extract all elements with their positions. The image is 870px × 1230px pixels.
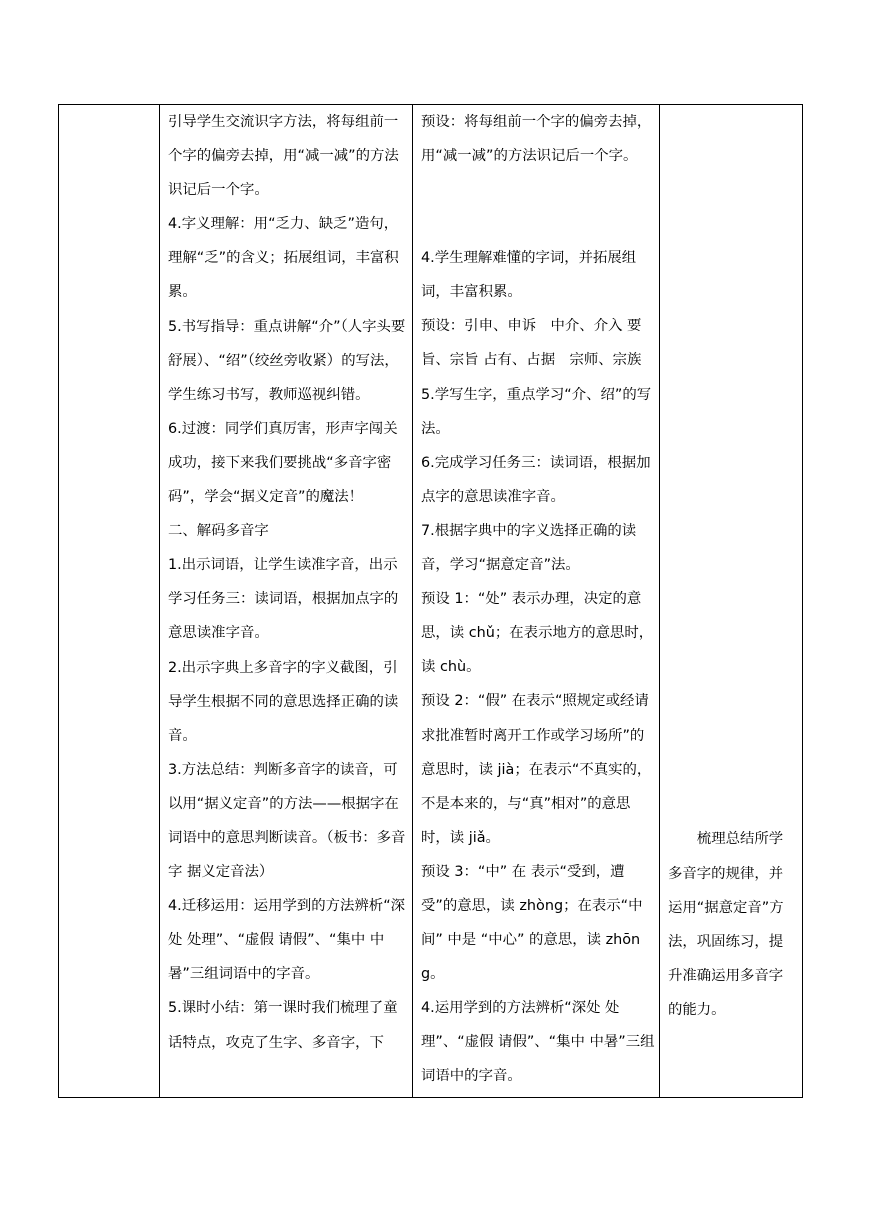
student-text-3: 预设：引申、申诉 中介、介入 要旨、宗旨 占有、占据 宗师、宗族 (421, 318, 642, 369)
teacher-text-7: 3.方法总结：判断多音字的读音，可以用“据义定音”的方法——根据字在词语中的意思判断读音。（板书：多音字 据义定音法） (168, 761, 406, 881)
section-heading: 二、解码多音字 (168, 523, 269, 540)
teacher-text-1: 引导学生交流识字方法，将每组前一个字的偏旁去掉，用“减一减”的方法识记后一个字。 (168, 114, 399, 199)
student-text-5: 6.完成学习任务三：读词语，根据加点字的意思读准字音。 (421, 454, 651, 505)
teacher-text-2: 4.字义理解：用“乏力、缺乏”造句，理解“乏”的含义；拓展组词，丰富积累。 (168, 216, 399, 301)
teacher-text-9: 5.课时小结：第一课时我们梳理了童话特点，攻克了生字、多音字，下 (168, 1000, 398, 1051)
design-intent-cell (660, 105, 803, 1098)
teacher-text-4: 6.过渡：同学们真厉害，形声字闯关成功，接下来我们要挑战“多音字密码”，学会“据义定音”的魔法！ (168, 420, 398, 506)
teacher-activity-cell (160, 105, 413, 1098)
student-text-4: 5.学写生字，重点学习“介、绍”的写法。 (421, 386, 652, 437)
lesson-plan-table (58, 104, 803, 1098)
student-text-9: 预设 3：“中” 在 表示“受到，遭受”的意思，读 zhòng；在表示“中间” 中是 “中心” 的意思，读 zhōng。 (421, 863, 643, 983)
student-text-8: 预设 2：“假” 在表示“照规定或经请求批准暂时离开工作或学习场所”的意思时，读 jià；在表示“不真实的，不是本来的，与“真”相对”的意思时，读 jiǎ。 (421, 693, 652, 846)
student-text-2: 4.学生理解难懂的字词，并拓展组词，丰富积累。 (421, 250, 637, 301)
table-row (59, 105, 803, 1098)
student-text-6: 7.根据字典中的字义选择正确的读音，学习“据意定音”法。 (421, 522, 637, 574)
design-intent-text: 梳理总结所学多音字的规律，并运用“据意定音”方法，巩固练习，提升准确运用多音字的能力。 (668, 831, 784, 1018)
student-text-10: 4.运用学到的方法辨析“深处 处理”、“虚假 请假”、“集中 中暑”三组词语中的字音。 (421, 1000, 655, 1085)
teacher-text-3: 5.书写指导：重点讲解“介”（人字头要舒展）、“绍”（绞丝旁收紧）的写法，学生练习书写，教师巡视纠错。 (168, 318, 406, 403)
teacher-text-8: 4.迁移运用：运用学到的方法辨析“深处 处理”、“虚假 请假”、“集中 中暑”三组词语中的字音。 (168, 898, 406, 983)
teacher-text-5: 1.出示词语，让学生读准字音，出示学习任务三：读词语，根据加点字的意思读准字音。 (168, 557, 399, 642)
student-text-7: 预设 1：“处” 表示办理，决定的意思，读 chǔ；在表示地方的意思时，读 chù。 (421, 591, 654, 676)
student-activity-cell (413, 105, 660, 1098)
stage-cell (59, 105, 160, 1098)
teacher-text-6: 2.出示字典上多音字的字义截图，引导学生根据不同的意思选择正确的读音。 (168, 659, 399, 744)
student-text-1: 预设：将每组前一个字的偏旁去掉，用“减一减”的方法识记后一个字。 (421, 114, 652, 165)
